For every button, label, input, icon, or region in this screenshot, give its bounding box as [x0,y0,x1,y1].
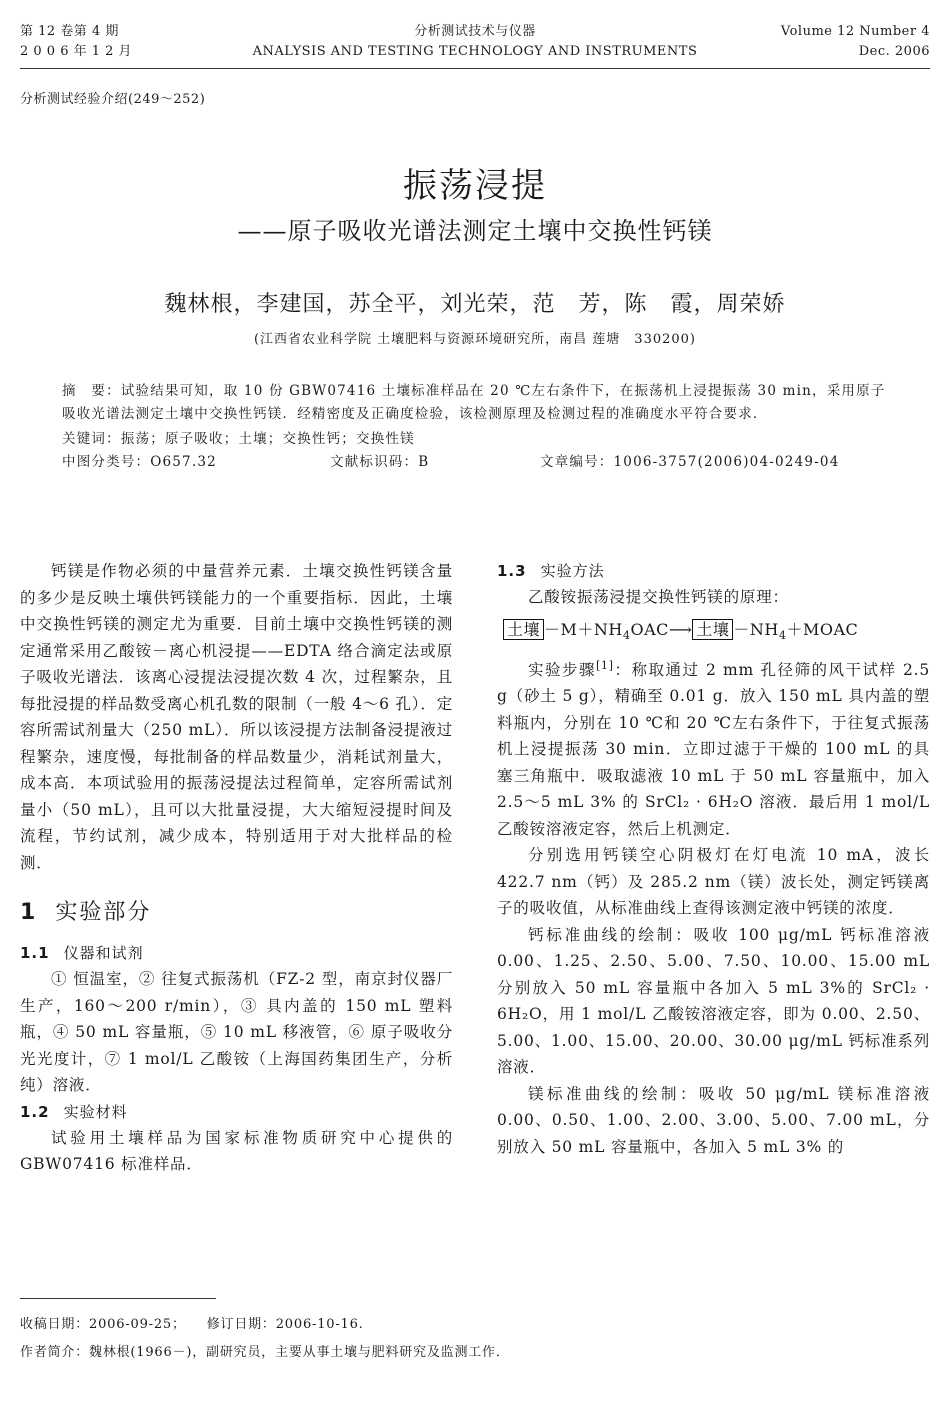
procedure-head: 实验步骤 [528,660,597,679]
eq-left-tail: OAC [630,619,669,639]
issue-info-en [781,22,930,62]
clc-number [62,451,217,474]
author-bio [20,1341,930,1365]
received-label: 收稿日期： [20,1317,90,1332]
journal-name-en: ANALYSIS AND TESTING TECHNOLOGY AND INSTRUMENTS [252,44,698,59]
abstract-text: 试验结果可知，取 10 份 GBW07416 土壤标准样品在 20 ℃左右条件下，在振荡机上浸提振荡 30 min，采用原子吸收光谱法测定土壤中交换性钙镁．经精密度及正确度检验，该检测原理及检测过程的准确度水平符合要求． [62,383,886,422]
right-column [497,558,930,1160]
issue-volume-en: Volume 12 Number 4 [780,24,930,39]
keywords [62,428,892,451]
subsection-1-1-heading [20,940,453,966]
article-number [540,451,840,474]
eq-right-species: －NH [733,619,779,639]
soil-box-left: 土壤 [503,619,544,640]
subsection-1-2-heading [20,1099,453,1125]
subsection-1-1-title: 仪器和试剂 [63,944,144,962]
document-code [330,451,429,474]
reaction-arrow: ⟶ [668,619,693,639]
footnote-rule [20,1298,216,1299]
doc-code-label: 文献标识码： [330,454,419,470]
reaction-equation [503,615,930,651]
eq-right-tail: ＋MOAC [786,619,859,639]
article-title: 振荡浸提 [403,166,547,206]
dates-line [20,1313,930,1337]
affiliation: (江西省农业科学院 土壤肥料与资源环境研究所，南昌 莲塘 330200) [253,332,697,347]
eq-right-subscript: 4 [778,628,787,642]
revised-date: 2006-10-16. [275,1317,364,1332]
abstract-body [62,380,892,426]
revised-label: 修订日期： [206,1317,276,1332]
header-rule [20,68,930,69]
subsection-1-3-number: 1.3 [497,562,527,580]
principle-paragraph: 乙酸铵振荡浸提交换性钙镁的原理： [528,588,789,606]
left-column [20,558,453,1178]
keywords-text: 振荡；原子吸收；土壤；交换性钙；交换性镁 [120,431,415,447]
abstract-label: 摘 要： [62,383,121,399]
author-bio-label: 作者简介： [20,1345,90,1360]
clc-label: 中图分类号： [62,454,151,470]
section-1-number: 1 [20,900,38,925]
issue-volume: 第 12 卷第 4 期 [20,24,119,39]
eq-left-species: －M＋NH [544,619,623,639]
author-list: 魏林根，李建国，苏全平，刘光荣，范 芳，陈 霞，周荣娇 [164,292,786,317]
subsection-1-1-number: 1.1 [20,944,50,962]
article-no-label: 文章编号： [540,454,614,470]
abstract [62,380,892,475]
column-label: 分析测试经验介绍(249～252) [20,92,206,107]
section-1-heading [20,898,453,928]
soil-box-right: 土壤 [692,619,733,640]
footnotes [20,1313,930,1365]
eq-left-subscript: 4 [622,628,631,642]
issue-date-en: Dec. 2006 [858,44,930,59]
procedure-text: ：称取通过 2 mm 孔径筛的风干试样 2.5 g（砂土 5 g），精确至 0.01 g．放入 150 mL 具内盖的塑料瓶内，分别在 10 ℃和 20 ℃左右条件下，于往复式振荡机上浸提振荡 30 min．立即过滤于干燥的 100 mL 的具塞三角瓶中．吸取滤液 10 mL 于 50 mL 容量瓶中，加入 2.5～5 mL 3% 的 SrCl₂ · 6H₂O 溶液．最后用 1 mol/L 乙酸铵溶液定容，然后上机测定． [497,660,930,838]
author-bio-text: 魏林根(1966－)，副研究员，主要从事土壤与肥料研究及监测工作． [89,1345,510,1360]
journal-name-cn: 分析测试技术与仪器 [414,24,536,39]
materials-paragraph: 试验用土壤样品为国家标准物质研究中心提供的 GBW07416 标准样品． [20,1128,453,1173]
received-date: 2006-09-25； [89,1317,186,1332]
citation-1: [1] [596,658,614,672]
subsection-1-2-number: 1.2 [20,1102,50,1121]
magnesium-curve-paragraph: 镁标准曲线的绘制：吸收 50 μg/mL 镁标准溶液 0.00、0.50、1.00、2.00、3.00、5.00、7.00 mL，分别放入 50 mL 容量瓶中，各加入 5 mL 3% 的 [497,1084,930,1156]
clc-value: O657.32 [150,454,217,470]
issue-date: 2 0 0 6 年 1 2 月 [20,44,133,59]
procedure-paragraph [497,653,930,843]
classification-row [62,451,892,475]
article-subtitle: ——原子吸收光谱法测定土壤中交换性钙镁 [237,217,713,245]
section-1-title: 实验部分 [55,900,152,925]
subsection-1-3-heading [497,558,930,584]
doc-code-value: B [418,454,430,470]
subsection-1-3-title: 实验方法 [540,562,605,580]
lamp-paragraph: 分别选用钙镁空心阴极灯在灯电流 10 mA，波长 422.7 nm（钙）及 285.2 nm（镁）波长处，测定钙镁离子的吸收值，从标准曲线上查得该测定液中钙镁的浓度． [497,846,930,918]
keywords-label: 关键词： [62,431,121,447]
article-no-value: 1006-3757(2006)04-0249-04 [613,454,840,470]
intro-paragraph: 钙镁是作物必须的中量营养元素．土壤交换性钙镁含量的多少是反映土壤供钙镁能力的一个重要指标．因此，土壤中交换性钙镁的测定尤为重要．目前土壤中交换性钙镁的测定通常采用乙酸铵－离心机浸提——EDTA 络合滴定法或原子吸收光谱法．该离心浸提法浸提次数 4 次，过程繁杂，且每批浸提的样品数受离心机孔数的限制（一般 4～6 孔）．定容所需试剂量大（250 mL）．所以该浸提方法制备浸提液过程繁杂，速度慢，每批制备的样品数量少，消耗试剂量大，成本高．本项试验用的振荡浸提法过程简单，定容所需试剂量小（50 mL），且可以大批量浸提，大大缩短浸提时间及流程，节约试剂，减少成本，特别适用于对大批样品的检测． [20,562,453,872]
subsection-1-2-title: 实验材料 [63,1102,128,1121]
instruments-paragraph: ① 恒温室，② 往复式振荡机（FZ-2 型，南京封仪器厂生产，160～200 r/min），③ 具内盖的 150 mL 塑料瓶，④ 50 mL 容量瓶，⑤ 10 mL 移液管，⑥ 原子吸收分光光度计，⑦ 1 mol/L 乙酸铵（上海国药集团生产，分析纯）溶液． [20,970,453,1094]
calcium-curve-paragraph: 钙标准曲线的绘制：吸收 100 μg/mL 钙标准溶液 0.00、1.25、2.50、5.00、7.50、10.00、15.00 mL 分别放入 50 mL 容量瓶中各加入 5 mL 3%的 SrCl₂ · 6H₂O，用 1 mol/L 乙酸铵溶液定容，即为 0.00、2.50、5.00、1.00、15.00、20.00、30.00 μg/mL 钙标准系列溶液． [497,925,930,1077]
